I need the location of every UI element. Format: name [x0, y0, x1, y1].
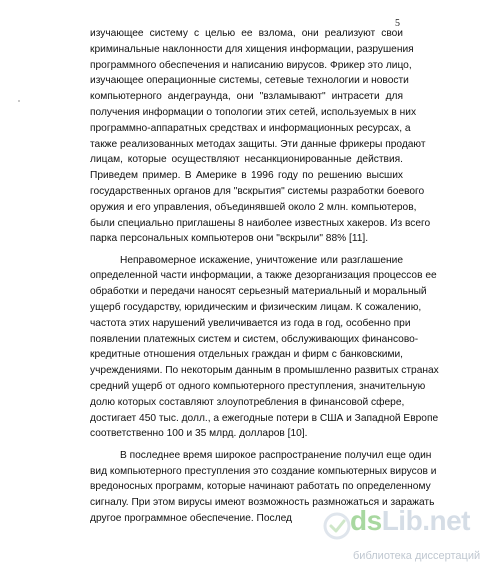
text-line: изучающее операционные системы, сетевые технологии и новости: [90, 75, 409, 87]
text-line: Неправомерное искажение, уничтожение или разглашение: [120, 254, 403, 266]
watermark-logo-lib: Lib: [381, 505, 423, 536]
text-line: получения информации о топологии этих сетей, используемых в них: [90, 106, 417, 118]
text-line: частота этих нарушений увеличивается из года в год, особенно при: [90, 317, 411, 329]
watermark: [315, 502, 480, 582]
text-line: программно-аппаратных средствах и информационных ресурсах, а: [90, 122, 411, 134]
text-line: соответственно 100 и 35 млрд. долларов [10].: [90, 428, 308, 440]
text-line: Приведем пример. В Америке в 1996 году по решению высших: [90, 170, 403, 182]
text-line: обработки и передачи наносят серьезный материальный и моральный: [90, 286, 427, 298]
text-line: были специально приглашены 8 наиболее известных хакеров. Из всего: [90, 217, 431, 229]
text-line: появлении платежных систем и систем, обслуживающих финансово-: [90, 333, 419, 345]
watermark-logo-ds: ds: [350, 505, 382, 536]
text-line: кредитные отношения отдельных граждан и фирм с банковскими,: [90, 349, 403, 361]
text-line: определенной части информации, а также дезорганизация процессов ее: [90, 270, 437, 282]
text-line: лицам, которые осуществляют несанкционированные действия.: [90, 154, 403, 166]
margin-speck: [18, 100, 20, 102]
text-line: государственных органов для "вскрытия" системы разработки боевого: [90, 185, 425, 197]
watermark-logo: [350, 506, 470, 536]
text-line: также реализованных методах защиты. Эти данные фрикеры продают: [90, 138, 426, 150]
text-line: вредоносных программ, которые начинают работать по определенному: [90, 481, 431, 493]
text-line: изучающее систему с целью ее взлома, они реализуют свои: [90, 28, 403, 39]
text-line: ущерб государству, юридическим и физическим лицам. К сожалению,: [90, 302, 422, 314]
text-line: компьютерного андеграунда, они "взламывают" интрасети для: [90, 91, 403, 103]
text-line: вид компьютерного преступления это создание компьютерных вирусов и: [90, 465, 437, 477]
text-line: В последнее время широкое распространение получил еще один: [120, 449, 432, 461]
text-line: учреждениями. По некоторым данным в промышленно развитых странах: [90, 365, 439, 377]
text-line: другое программное обеспечение. Послед: [90, 512, 292, 524]
page-number: 5: [395, 18, 400, 29]
text-line: криминальные наклонности для хищения информации, разрушения: [90, 43, 414, 55]
text-line: долю которых составляют злоупотребления в финансовой сфере,: [90, 396, 405, 408]
watermark-logo-net: .net: [422, 505, 470, 536]
text-line: оружия и его управления, объединявшей около 2 млн. компьютеров,: [90, 201, 417, 213]
text-line: парка персональных компьютеров они "вскрыли" 88% [11].: [90, 233, 369, 245]
text-line: достигает 450 тыс. долл., а ежегодные потери в США и Западной Европе: [90, 412, 439, 424]
text-line: программного обеспечения и написанию вирусов. Фрикер это лицо,: [90, 59, 412, 71]
text-line: сигналу. При этом вирусы имеют возможность размножаться и заражать: [90, 497, 435, 509]
watermark-subtitle: библиотека диссертаций: [353, 550, 480, 562]
text-line: средний ущерб от одного компьютерного преступления, значительную: [90, 381, 426, 393]
dslib-logo-icon: [323, 512, 351, 540]
